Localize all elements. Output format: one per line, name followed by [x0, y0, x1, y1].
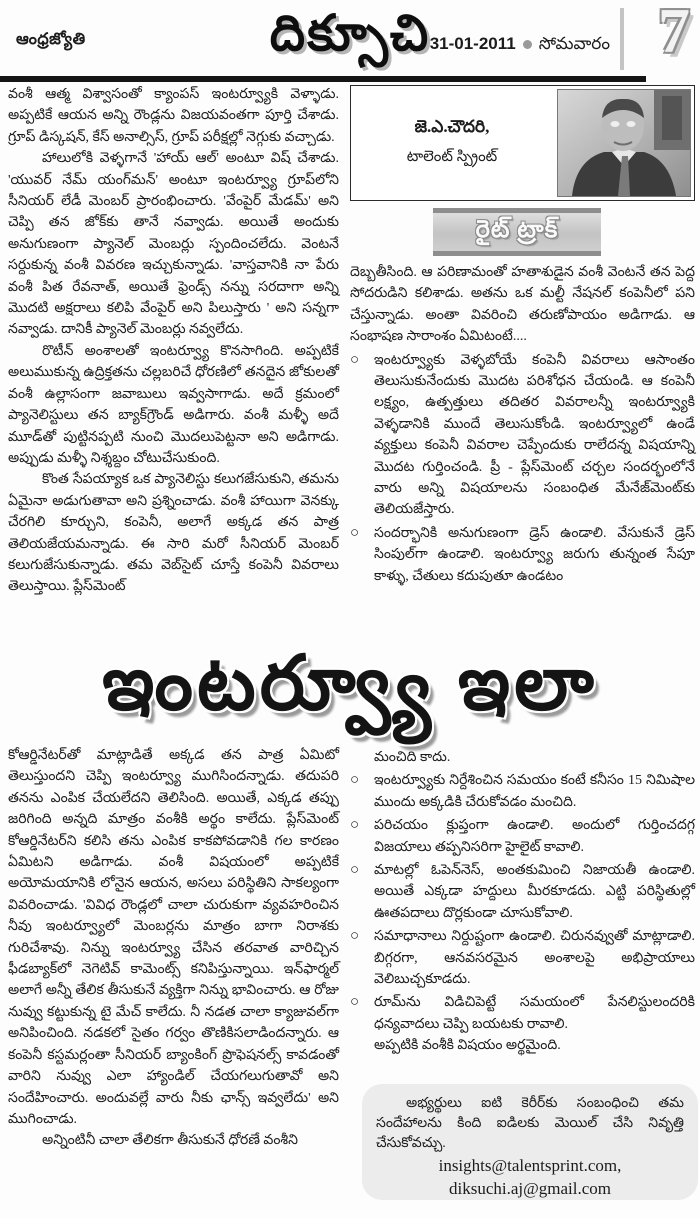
- article-paragraph: వంశీ ఆత్మ విశ్వాసంతో క్యాంపస్ ఇంటర్వ్యూకి వెళ్ళాడు. అప్పటికే ఆయన అన్ని రౌండ్లను విజయవంతగా పూర్తి చేశాడు. గ్రూప్ డిస్కషన్, కేస్ అనాల్సిస్, గ్రూప్ పరీక్షల్లో నెగ్గుకు వచ్చాడు.: [8, 87, 339, 145]
- byline-text: [351, 117, 557, 169]
- separator-dot-icon: [523, 40, 532, 49]
- contact-note: అభ్యర్థులు ఐటి కెరీర్‌కు సంబంధించి తమ సందేహాలను కింది ఐడిలకు మెయిల్ చేసి నివృత్తి చేసుకోవచ్చు.: [376, 1096, 684, 1151]
- contact-box: [362, 1084, 698, 1200]
- author-organization: టాలెంట్ స్ప్రింట్: [406, 149, 498, 165]
- article-paragraph: అన్నింటినీ చాలా తేలికగా తీసుకునే ధోరణే వంశీని: [42, 1133, 298, 1149]
- brand-logo: ఆంధ్రజ్యోతి: [16, 31, 86, 48]
- author-name: జె.ఎ.చౌదరి,: [414, 117, 490, 136]
- article-column-left-top: [8, 84, 339, 598]
- right-track-badge: [433, 208, 601, 256]
- bullet-item: [350, 350, 695, 521]
- bullet-item: [350, 860, 695, 924]
- right-track-badge-label: రైట్ ట్రాక్: [475, 216, 559, 243]
- page-number-block: [622, 0, 694, 72]
- bullet-circle-icon: ○: [350, 817, 360, 834]
- bullet-text: ఇంటర్వ్యూకు నిర్దేశించిన సమయం కంటే కనీసం 15 నిమిషాల ముందు అక్కడికి చేరుకోవడం మంచిది.: [374, 773, 695, 810]
- bullet-circle-icon: ○: [350, 351, 360, 368]
- contact-email-talentsprint: insights@talentsprint.com,: [438, 1156, 622, 1175]
- bullet-text: సమాధానాలు నిర్దుష్టంగా ఉండాలి. చిరునవ్వుతో మాట్లాడాలి. బిగ్గరగా, ఆనవసరమైన అంశాలపై అభిప్రాయాలు వెలిబుచ్చకూడదు.: [374, 929, 695, 988]
- article-column-left-bottom: [8, 745, 339, 1152]
- bullet-circle-icon: ○: [350, 524, 360, 541]
- bullet-circle-icon: ○: [350, 994, 360, 1011]
- bullet-circle-icon: ○: [350, 772, 360, 789]
- weekday: సోమవారం: [538, 34, 610, 53]
- bullet-text: రూమ్‌ను విడిచిపెట్టే సమయంలో పేనలిస్టులందరికి ధన్యవాదలు చెప్పి బయటకు రావాలి.: [374, 995, 695, 1032]
- article-paragraph: రొటీన్ అంశాలతో ఇంటర్వ్యూ కొనసాగింది. అప్పటికే అలుముకున్న ఉద్రిక్తతను చల్లబరిచే ధోరణిలో తనదైన జోకులతో వంశీ ఉల్లాసంగా జవాబులు ఇవ్వసాగాడు. అదే క్రమంలో ప్యానెలిస్టులు తన బ్యాక్‌గ్రౌండ్ అడిగారు. వంశీ మళ్ళీ అదే మూడ్‌తో పుట్టినప్పటి నుంచి మొదలుపెట్టనా అని అడిగాడు. అప్పుడు మళ్ళీ నిశ్శబ్దం చోటుచేసుకుంది.: [8, 343, 339, 466]
- page-number-divider: [620, 8, 624, 70]
- bullet-text: మాటల్లో ఓపెన్‌నెస్, అంతకుమించి నిజాయతీ ఉండాలి. అయితే ఎక్కడా హద్దులు మీరకూడదు. ఎట్టి పరిస్థితుల్లో ఊతపదాలు దొర్లకుండా చూసుకోవాలి.: [374, 863, 695, 921]
- article-column-right-top: [350, 262, 695, 587]
- bullet-text: ఇంటర్వ్యూకు వెళ్ళబోయే కంపెనీ వివరాలు ఆసాంతం తెలుసుకునేందుకు మొదట పరిశోధన చేయండి. ఆ కంపెనీ లక్ష్యం, ఉత్పత్తులు తదితర వివరాలన్నీ ఇంటర్వ్యూకి వెళ్ళడానికి ముందే తెలుసుకోండి. ఇంటర్వ్యూలో ఉండే వ్యక్తులు కంపెనీ వివరాల చెప్పేందుకు రాలేదన్న విషయాన్ని మొదట గుర్తించండి. ప్రీ - ప్లేస్‌మెంట్ చర్చల సందర్భంలోనే వారు అన్ని విషయాలను సంబంధిత మేనేజ్‌మెంట్‌కు తెలియజేస్తారు.: [374, 352, 695, 518]
- contact-email-diksuchi: diksuchi.aj@gmail.com: [448, 1179, 611, 1198]
- masthead-title: దిక్సూచి: [269, 5, 431, 61]
- article-paragraph: దెబ్బతీసింది. ఆ పరిణామంతో హతాశుడైన వంశీ వెంటనే తన పెద్ద సోదరుడిని కలిశాడు. అతను ఒక మల్టీ నేషనల్ కంపెనీలో పని చేస్తున్నాడు. అంతా వివరించి తరుణోపాయం అడిగాడు. ఆ సంభాషణ సారాంశం ఏమిటంటే....: [350, 265, 695, 345]
- article-paragraph: హాలులోకి వెళ్ళగానే 'హాయ్ ఆల్' అంటూ విష్ చేశాడు. 'యువర్ నేమ్ యంగ్‌మన్' అంటూ ఇంటర్వ్యూ గ్రూప్‌లోని సీనియర్ లేడీ మెంబర్ ప్రారంభించారు. 'వేంపైర్ మేడమ్' అని చెప్పి తన జోక్‌కు తానే నవ్వాడు. అయితే అందుకు అనుగుణంగా ప్యానెల్ మెంబర్లు స్పందించలేదు. వెంటనే సర్దుకున్న వంశీ వివరణ ఇచ్చుకున్నాడు. 'వాస్తవానికి నా పేరు వంశీ పిత రేవనాత్, అయితే ఫ్రెండ్స్ నన్ను సరదాగా అన్ని మొదటి అక్షరాలు కలిపి వేంపైర్ అని పిలుస్తారు ' అని సన్నగా నవ్వాడు. దానికీ ప్యానెల్ మెంబర్లు నవ్వలేదు.: [8, 151, 339, 338]
- article-paragraph: కోఆర్డినేటర్‌తో మాట్లాడితే అక్కడ తన పాత్ర ఏమిటో తెలుస్తుందని చెప్పి ఇంటర్వ్యూ ముగిసిందన్నాడు. తదుపరి తనను ఎంపిక చేయలేదని తెలిసింది. అయితే, ఎక్కడ తప్పు జరిగింది అన్నది మాత్రం వంశీకి అర్థం కాలేదు. ప్లేస్‌మెంట్ కోఆర్డినేటర్‌ని కలిసి తను ఎంపిక కాకపోవడానికి గల కారణం ఏమిటని అడిగాడు. వంశీ విషయంలో అప్పటికే అయోమయానికి లోనైన ఆయన, అసలు పరిస్థితిని సాకల్యంగా వివరించాడు. 'వివిధ రౌండ్లలో చాలా చురుకుగా వ్యవహరించిన నీవు ఇంటర్వ్యూలో మెంబర్లను మాత్రం బాగా నిరాశకు గురిచేశావు. నిన్ను ఇంటర్వ్యూ చేసిన తరవాత వారిచ్చిన ఫీడబ్యాక్‌లో నెగెటివ్ కామెంట్స్ కనిపిస్తున్నాయి. ఇన్‌ఫార్మల్ అలాగే అన్నీ తేలిక తీసుకునే వ్యక్తిగా నిన్ను భావించారు. ఆ రోజు నువ్వు కట్టుకున్న టై మేచ్ కాలేదు. నీ నడత చాలా క్యాజువల్‌గా అనిపించింది. నడకలో సైతం గర్వం తొణికిసలాడిందన్నారు. ఆ కంపెనీ కస్టమర్లంతా సీనియర్ బ్యాంకింగ్ ప్రొఫెషనల్స్ కావడంతో వారిని నువ్వు ఎలా హ్యాండిల్ చేయగలుగుతావో అని సందేహించారు. అందువల్లే వారు నీకు ఛాన్స్ ఇవ్వలేదు' అని ముగించాడు.: [8, 748, 339, 1127]
- bullet-item: [350, 926, 695, 990]
- article-paragraph: మంచిది కాదు.: [374, 750, 451, 765]
- header-rule: [0, 76, 646, 82]
- bullet-item: [350, 523, 695, 587]
- article-closing-line: అప్పటికి వంశీకి విషయం అర్థమైంది.: [374, 1038, 561, 1054]
- portrait-photo: [557, 89, 691, 197]
- bullet-circle-icon: ○: [350, 928, 360, 945]
- bullet-text: పరిచయం క్లుప్తంగా ఉండాలి. అందులో గుర్తించదగ్గ విజయాలు తప్పనిసరిగా హైలైట్ కావాలి.: [374, 818, 695, 855]
- article-headline: ఇంటర్వ్యూ ఇలా: [102, 642, 598, 726]
- bullet-text: సందర్భానికి అనుగుణంగా డ్రెస్ ఉండాలి. వేసుకునే డ్రెస్ సింపుల్‌గా ఉండాలి. ఇంటర్వ్యూ జరుగు తున్నంత సేపూ కాళ్ళు, చేతులు కదుపుతూ ఉండటం: [374, 525, 695, 584]
- article-paragraph: కొంత సేపయ్యాక ఒక ప్యానెలిస్టు కలుగజేసుకుని, తమను ఏమైనా అడుగుతావా అని ప్రశ్నించాడు. వంశీ హాయిగా వెనక్కు చేరగిలి కూర్చుని, కంపెనీ, అలాగే అక్కడ తన పాత్ర తెలియజేయమన్నాడు. ఈ సారి మరో సీనియర్ మెంబర్ కలుగుజేసుకున్నాడు. తమ వెబ్‌సైట్ చూస్తే కంపెనీ వివరాలు తెలుస్తాయి. ప్లేస్‌మెంట్: [8, 472, 339, 595]
- bullet-item: [350, 992, 695, 1035]
- dateline: [430, 34, 610, 58]
- bullet-item: [350, 770, 695, 813]
- bullet-item: [350, 815, 695, 858]
- article-column-right-bottom: [350, 747, 695, 1057]
- bullet-circle-icon: ○: [350, 862, 360, 879]
- byline-box: [350, 85, 695, 201]
- page-number: 7: [658, 0, 690, 66]
- issue-date: 31-01-2011: [429, 34, 516, 53]
